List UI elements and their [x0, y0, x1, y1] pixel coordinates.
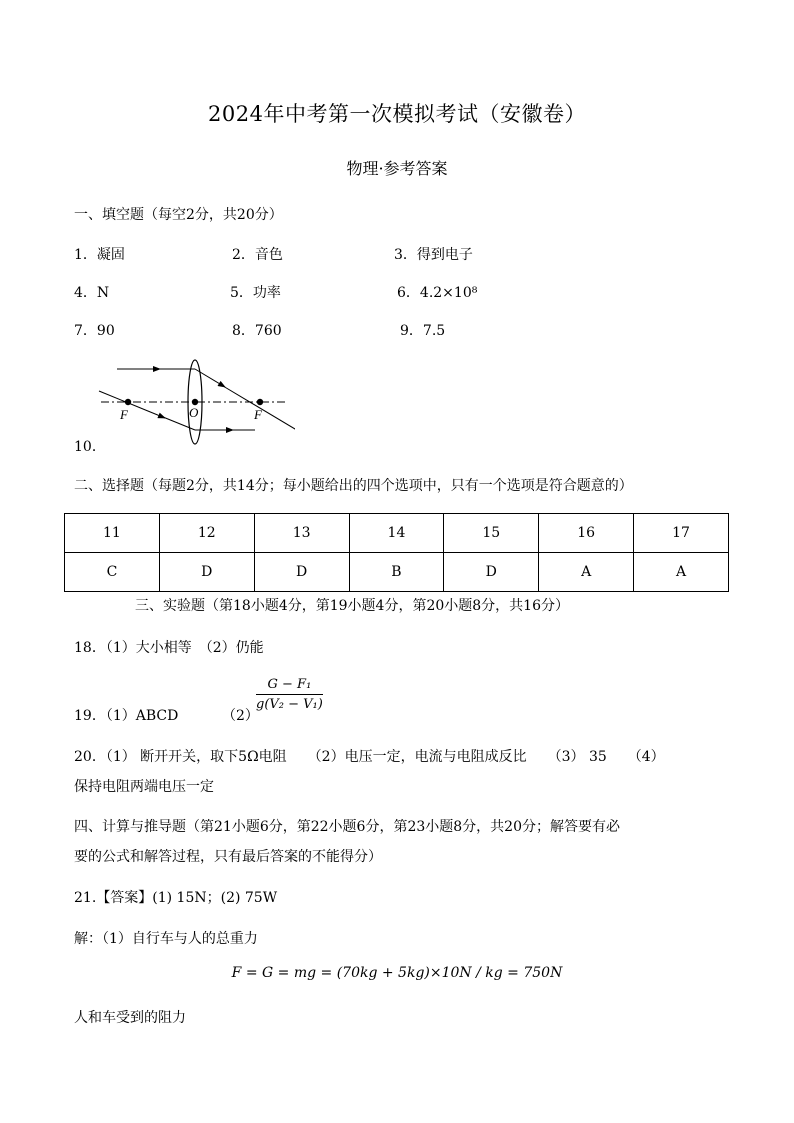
q20-answer-line1: 20．（1） 断开开关，取下5Ω电阻 （2）电压一定，电流与电阻成反比 （3） 35 （4） — [74, 749, 665, 765]
q19-fraction — [256, 677, 323, 712]
question-number-cell: 14 — [349, 514, 444, 553]
q21-step2: 人和车受到的阻力 — [74, 1010, 186, 1026]
center-label: O — [189, 405, 199, 420]
question-number-cell: 12 — [159, 514, 254, 553]
focus-point-right — [257, 399, 263, 405]
answer-cell: C — [65, 553, 160, 592]
answer-item: 5．功率 — [230, 285, 281, 301]
answer-cell: D — [254, 553, 349, 592]
incident-ray-bottom — [99, 391, 165, 418]
lens-ray-diagram — [95, 355, 295, 450]
question-number-cell: 17 — [634, 514, 729, 553]
table-row — [65, 514, 729, 553]
fraction-denominator: g(V₂ − V₁) — [256, 697, 323, 712]
table-row — [65, 553, 729, 592]
q21-formula: F = G = mg = (70kg + 5kg)×10N / kg = 750N — [231, 965, 563, 981]
refracted-ray-top — [195, 369, 225, 387]
question-number-cell: 11 — [65, 514, 160, 553]
answer-table — [64, 513, 729, 592]
item-10-number: 10． — [74, 439, 106, 455]
question-number-cell: 15 — [444, 514, 539, 553]
q19-answer-part1: 19．（1）ABCD — [74, 708, 179, 724]
section3-heading: 三、实验题（第18小题4分，第19小题4分，第20小题8分，共16分） — [135, 598, 569, 614]
answer-item: 6．4.2×10⁸ — [397, 285, 478, 301]
answer-item: 1．凝固 — [74, 247, 125, 263]
section1-heading: 一、填空题（每空2分，共20分） — [74, 207, 283, 223]
q21-step1: 解：（1）自行车与人的总重力 — [74, 931, 258, 947]
answer-item: 9．7.5 — [400, 323, 446, 339]
q21-answer: 21.【答案】(1) 15N；(2) 75W — [74, 890, 278, 906]
section4-heading-line1: 四、计算与推导题（第21小题6分，第22小题6分，第23小题8分，共20分；解答要有必 — [74, 819, 620, 835]
question-number-cell: 13 — [254, 514, 349, 553]
answer-item: 8．760 — [232, 323, 282, 339]
page-subtitle: 物理·参考答案 — [346, 159, 448, 178]
section2-heading: 二、选择题（每题2分，共14分；每小题给出的四个选项中，只有一个选项是符合题意的） — [74, 478, 633, 494]
focus-label-left: F — [120, 407, 128, 422]
q18-answer: 18．（1）大小相等 （2）仍能 — [74, 640, 264, 656]
focus-label-right: F — [254, 407, 262, 422]
answer-cell: A — [634, 553, 729, 592]
page-title: 2024年中考第一次模拟考试（安徽卷） — [208, 102, 586, 126]
answer-cell: B — [349, 553, 444, 592]
fraction-numerator: G − F₁ — [256, 677, 323, 695]
q19-answer-part2-label: （2） — [222, 708, 259, 724]
answer-item: 4．N — [74, 285, 110, 301]
answer-cell: A — [539, 553, 634, 592]
answer-item: 3．得到电子 — [394, 247, 473, 263]
answer-item: 2．音色 — [232, 247, 283, 263]
answer-cell: D — [159, 553, 254, 592]
focus-point-left — [125, 399, 131, 405]
answer-item: 7．90 — [74, 323, 115, 339]
question-number-cell: 16 — [539, 514, 634, 553]
q20-answer-line2: 保持电阻两端电压一定 — [74, 779, 214, 795]
answer-cell: D — [444, 553, 539, 592]
section4-heading-line2: 要的公式和解答过程，只有最后答案的不能得分） — [74, 849, 382, 865]
